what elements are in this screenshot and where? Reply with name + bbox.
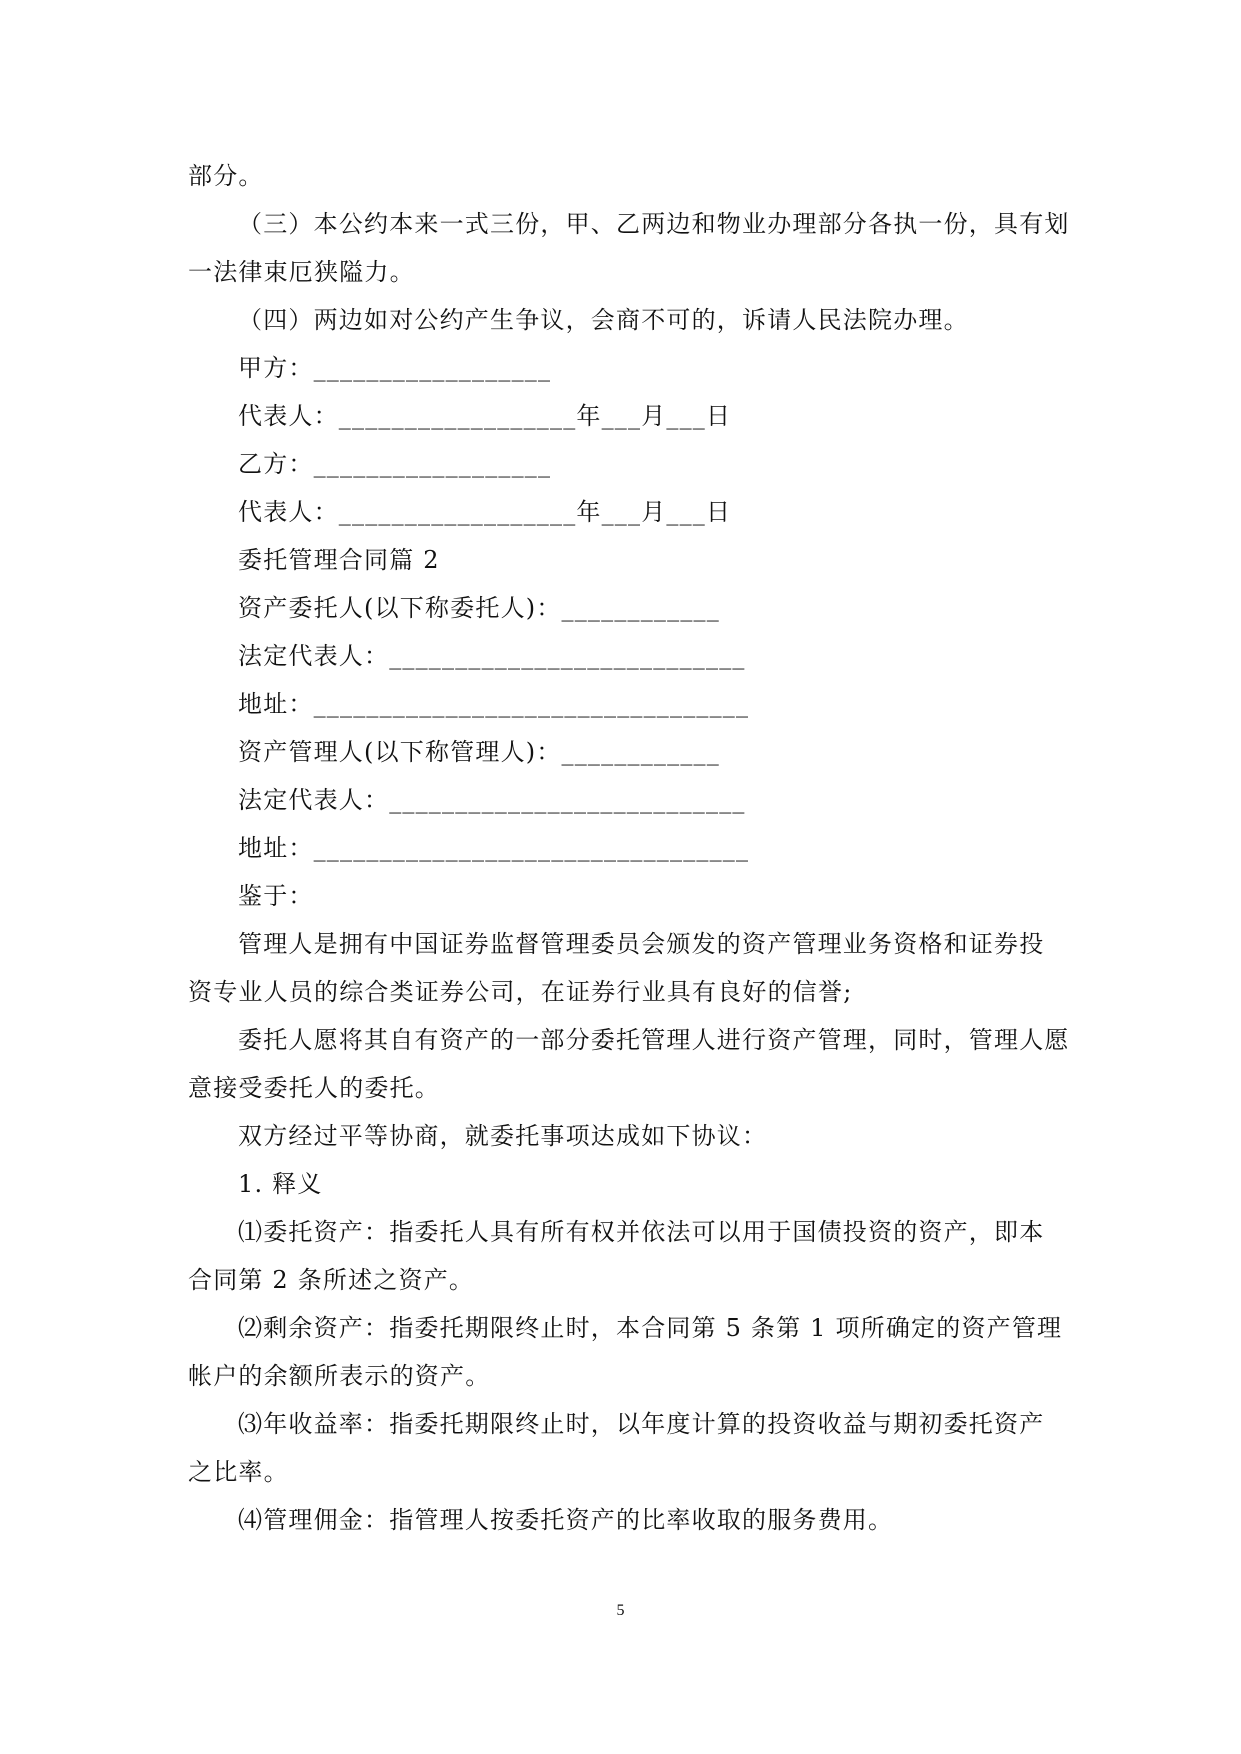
principal-legal-rep-line: 法定代表人：___________________________ (238, 642, 746, 670)
principal-line: 资产委托人(以下称委托人)：____________ (238, 594, 720, 622)
definition-item: ⑷管理佣金：指管理人按委托资产的比率收取的服务费用。 (238, 1506, 894, 1534)
definitions-heading: 1. 释义 (238, 1170, 323, 1198)
text-line: 帐户的余额所表示的资产。 (188, 1362, 491, 1390)
text-line: 部分。 (188, 162, 264, 190)
definition-item: ⑴委托资产：指委托人具有所有权并依法可以用于国债投资的资产，即本 (238, 1218, 1045, 1246)
definition-item: ⑵剩余资产：指委托期限终止时，本合同第 5 条第 1 项所确定的资产管理 (238, 1314, 1063, 1342)
text-line: 管理人是拥有中国证券监督管理委员会颁发的资产管理业务资格和证券投 (238, 930, 1045, 958)
party-b-line: 乙方：__________________ (238, 450, 552, 478)
manager-line: 资产管理人(以下称管理人)：____________ (238, 738, 720, 766)
text-line: 双方经过平等协商，就委托事项达成如下协议： (238, 1122, 768, 1150)
manager-legal-rep-line: 法定代表人：___________________________ (238, 786, 746, 814)
text-line: 之比率。 (188, 1458, 289, 1486)
text-line: 资专业人员的综合类证券公司，在证券行业具有良好的信誉; (188, 978, 853, 1006)
section-title: 委托管理合同篇 2 (238, 546, 440, 574)
document-body (188, 152, 1070, 1544)
text-line: 意接受委托人的委托。 (188, 1074, 440, 1102)
party-a-line: 甲方：__________________ (238, 354, 552, 382)
text-line: （四）两边如对公约产生争议，会商不可的，诉请人民法院办理。 (238, 306, 969, 334)
principal-address-line: 地址：_________________________________ (238, 690, 750, 718)
whereas-heading: 鉴于： (238, 882, 314, 910)
page-number: 5 (616, 1602, 625, 1619)
definition-item: ⑶年收益率：指委托期限终止时，以年度计算的投资收益与期初委托资产 (238, 1410, 1045, 1438)
party-b-representative-line: 代表人：__________________年___月___日 (238, 498, 732, 526)
text-line: 一法律束厄狭隘力。 (188, 258, 415, 286)
text-line: （三）本公约本来一式三份，甲、乙两边和物业办理部分各执一份，具有划 (238, 210, 1070, 238)
party-a-representative-line: 代表人：__________________年___月___日 (238, 402, 732, 430)
text-line: 委托人愿将其自有资产的一部分委托管理人进行资产管理，同时，管理人愿 (238, 1026, 1070, 1054)
text-line: 合同第 2 条所述之资产。 (188, 1266, 475, 1294)
manager-address-line: 地址：_________________________________ (238, 834, 750, 862)
